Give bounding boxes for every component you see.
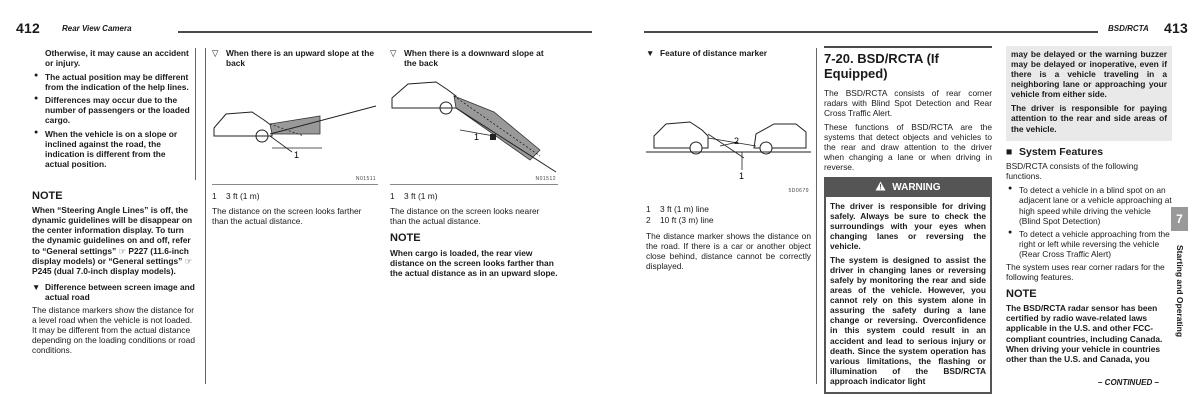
header-rule-left bbox=[178, 31, 592, 33]
body-text: The distance on the screen looks farther than the actual distance. bbox=[212, 206, 362, 227]
figure-distance-marker bbox=[646, 66, 811, 198]
subheading-text: Difference between screen image and actual road bbox=[45, 281, 195, 302]
body-text: The distance marker shows the distance on the road. If there is a car or another object close behind, distance cannot be correctly displayed. bbox=[646, 231, 811, 272]
warning-box bbox=[824, 177, 992, 394]
warning-continuation bbox=[1006, 46, 1172, 141]
body-text: The BSD/RCTA consists of rear corner radars with Blind Spot Detection and Rear Cross Traffic Alert. bbox=[824, 87, 992, 119]
square-bullet-icon: ■ bbox=[1006, 145, 1013, 158]
right-page bbox=[608, 0, 1200, 402]
warning-text: The driver is responsible for driving safely. Always be sure to check the surroundings with your eyes when changing lanes or reversing the vehicle. bbox=[830, 200, 986, 251]
figure-downward-slope bbox=[390, 76, 558, 185]
down-triangle-icon: ▼ bbox=[646, 48, 655, 58]
heading-distance-marker: ▼ Feature of distance marker bbox=[646, 48, 768, 58]
figure-label-2: 2 bbox=[734, 136, 740, 147]
figure-id: 5D0679 bbox=[788, 188, 809, 195]
body-text: These functions of BSD/RCTA are the systems that detect objects and vehicles to the rear and draw attention to the driver when changing a lane or when driving in reverse. bbox=[824, 122, 992, 173]
warning-label: WARNING bbox=[892, 181, 941, 193]
list-item: ● The actual position may be different from the indication of the help lines. bbox=[32, 72, 192, 92]
left-col-1 bbox=[32, 48, 192, 172]
warning-body bbox=[826, 197, 990, 392]
legend-row: 1 3 ft (1 m) bbox=[212, 191, 260, 202]
page-number-right: 413 bbox=[1164, 20, 1188, 36]
warning-text: The system is designed to assist the driver in changing lanes or reversing safely by monitoring the rear and side areas of the vehicle. However, you cannot rely on this system alone in assuring the safety during a lane change or reversing. Overconfidence in this system could result in an accident and lead to serious injury or death. Since the system operation has various limitations, the flashing or illumination of the BSD/RCTA approach indicator light bbox=[830, 254, 986, 386]
figure-id: N01511 bbox=[355, 176, 376, 183]
features-list bbox=[1006, 185, 1172, 259]
running-title-right: BSD/RCTA bbox=[1108, 24, 1149, 33]
caution-box-edge bbox=[195, 48, 196, 180]
continued-marker: – CONTINUED – bbox=[1098, 378, 1159, 387]
warning-text: may be delayed or the warning buzzer may be delayed or inoperative, even if there is a vehicle traveling in a neighboring lane or approaching your vehicle from either side. bbox=[1011, 49, 1167, 100]
running-title-left: Rear View Camera bbox=[62, 24, 132, 33]
chapter-tab-number: 7 bbox=[1171, 207, 1188, 231]
page-number-left: 412 bbox=[16, 20, 40, 36]
outline-triangle-icon: ▽ bbox=[390, 48, 397, 58]
left-col-2 bbox=[212, 48, 378, 230]
figure-label: 1 bbox=[294, 150, 300, 161]
right-col-3 bbox=[1006, 46, 1172, 368]
note-heading: NOTE bbox=[32, 190, 63, 202]
body-text: The system uses rear corner radars for the following features. bbox=[1006, 261, 1165, 282]
column-divider bbox=[205, 48, 206, 384]
left-col-1-lower bbox=[32, 190, 198, 359]
list-item: ● To detect a vehicle in a blind spot on an adjacent lane or a vehicle approaching at high speed while driving the vehicle (Blind Spot Detection) bbox=[1006, 185, 1172, 225]
left-col-3 bbox=[390, 48, 558, 282]
figure-label: 1 bbox=[474, 132, 480, 143]
body-text: The distance markers show the distance for a level road when the vehicle is not loaded. It may be different from the actual distance depending on the loading conditions or road conditions. bbox=[32, 304, 195, 356]
right-col-1 bbox=[646, 48, 811, 276]
upward-slope-illustration bbox=[212, 76, 378, 184]
chapter-tab-label: Starting and Operating bbox=[1174, 244, 1185, 338]
figure-id: N01512 bbox=[535, 176, 556, 183]
heading-upward-slope: ▽ When there is an upward slope at the back bbox=[212, 48, 374, 69]
right-col-2 bbox=[824, 46, 992, 394]
distance-marker-illustration bbox=[646, 66, 811, 198]
legend-row: 2 10 ft (3 m) line bbox=[646, 215, 714, 226]
list-item: ● Differences may occur due to the number of passengers or the loaded cargo. bbox=[32, 95, 192, 125]
body-text: The distance on the screen looks nearer than the actual distance. bbox=[390, 206, 540, 227]
note-text: The BSD/RCTA radar sensor has been certified by radio wave-related laws applicable in the U.S. and other FCC-compliant countries, including Canada. When driving your vehicle in countries other than the U.S. and Canada, you bbox=[1006, 303, 1163, 364]
warning-text: The driver is responsible for paying attention to the rear and side areas of the vehicle. bbox=[1011, 103, 1167, 134]
left-page bbox=[0, 0, 592, 402]
list-item: ● To detect a vehicle approaching from the right or left while reversing the vehicle (Rear Cross Traffic Alert) bbox=[1006, 229, 1172, 259]
down-triangle-icon: ▼ bbox=[32, 281, 41, 292]
body-text: BSD/RCTA consists of the following functions. bbox=[1006, 161, 1139, 182]
legend-row: 1 3 ft (1 m) line bbox=[646, 204, 709, 215]
downward-slope-illustration bbox=[390, 76, 558, 184]
list-item: ● When the vehicle is on a slope or inclined against the road, the indication is different from the actual position. bbox=[32, 129, 192, 169]
continued-warning-text: Otherwise, it may cause an accident or injury. bbox=[45, 48, 189, 69]
legend-row: 1 3 ft (1 m) bbox=[390, 191, 438, 202]
subheading-screen-vs-road bbox=[32, 282, 198, 302]
warning-triangle-icon bbox=[875, 181, 886, 191]
heading-downward-slope: ▽ When there is a downward slope at the back bbox=[390, 48, 544, 69]
note-text: When “Steering Angle Lines” is off, the dynamic guidelines will be disappear on the center information display. To turn the dynamic guidelines on and off, refer to “General settings” ☞ P227 (11.6-inch display models) or “General settings” ☞ P245 (dual 7.0-inch display models). bbox=[32, 205, 193, 276]
header-rule-right bbox=[644, 31, 1098, 33]
outline-triangle-icon: ▽ bbox=[212, 48, 219, 58]
note-text: When cargo is loaded, the rear view distance on the screen looks farther than the actual distance as in an upward slope. bbox=[390, 247, 558, 278]
column-divider bbox=[816, 48, 817, 384]
note-heading: NOTE bbox=[1006, 288, 1037, 301]
figure-upward-slope bbox=[212, 76, 378, 185]
warning-header bbox=[826, 179, 990, 197]
note-heading: NOTE bbox=[390, 232, 421, 245]
section-title: 7-20. BSD/RCTA (If Equipped) bbox=[824, 51, 939, 81]
system-features-heading: ■ System Features bbox=[1006, 145, 1104, 158]
caution-bullet-list bbox=[32, 72, 192, 169]
figure-label-1: 1 bbox=[739, 171, 745, 182]
